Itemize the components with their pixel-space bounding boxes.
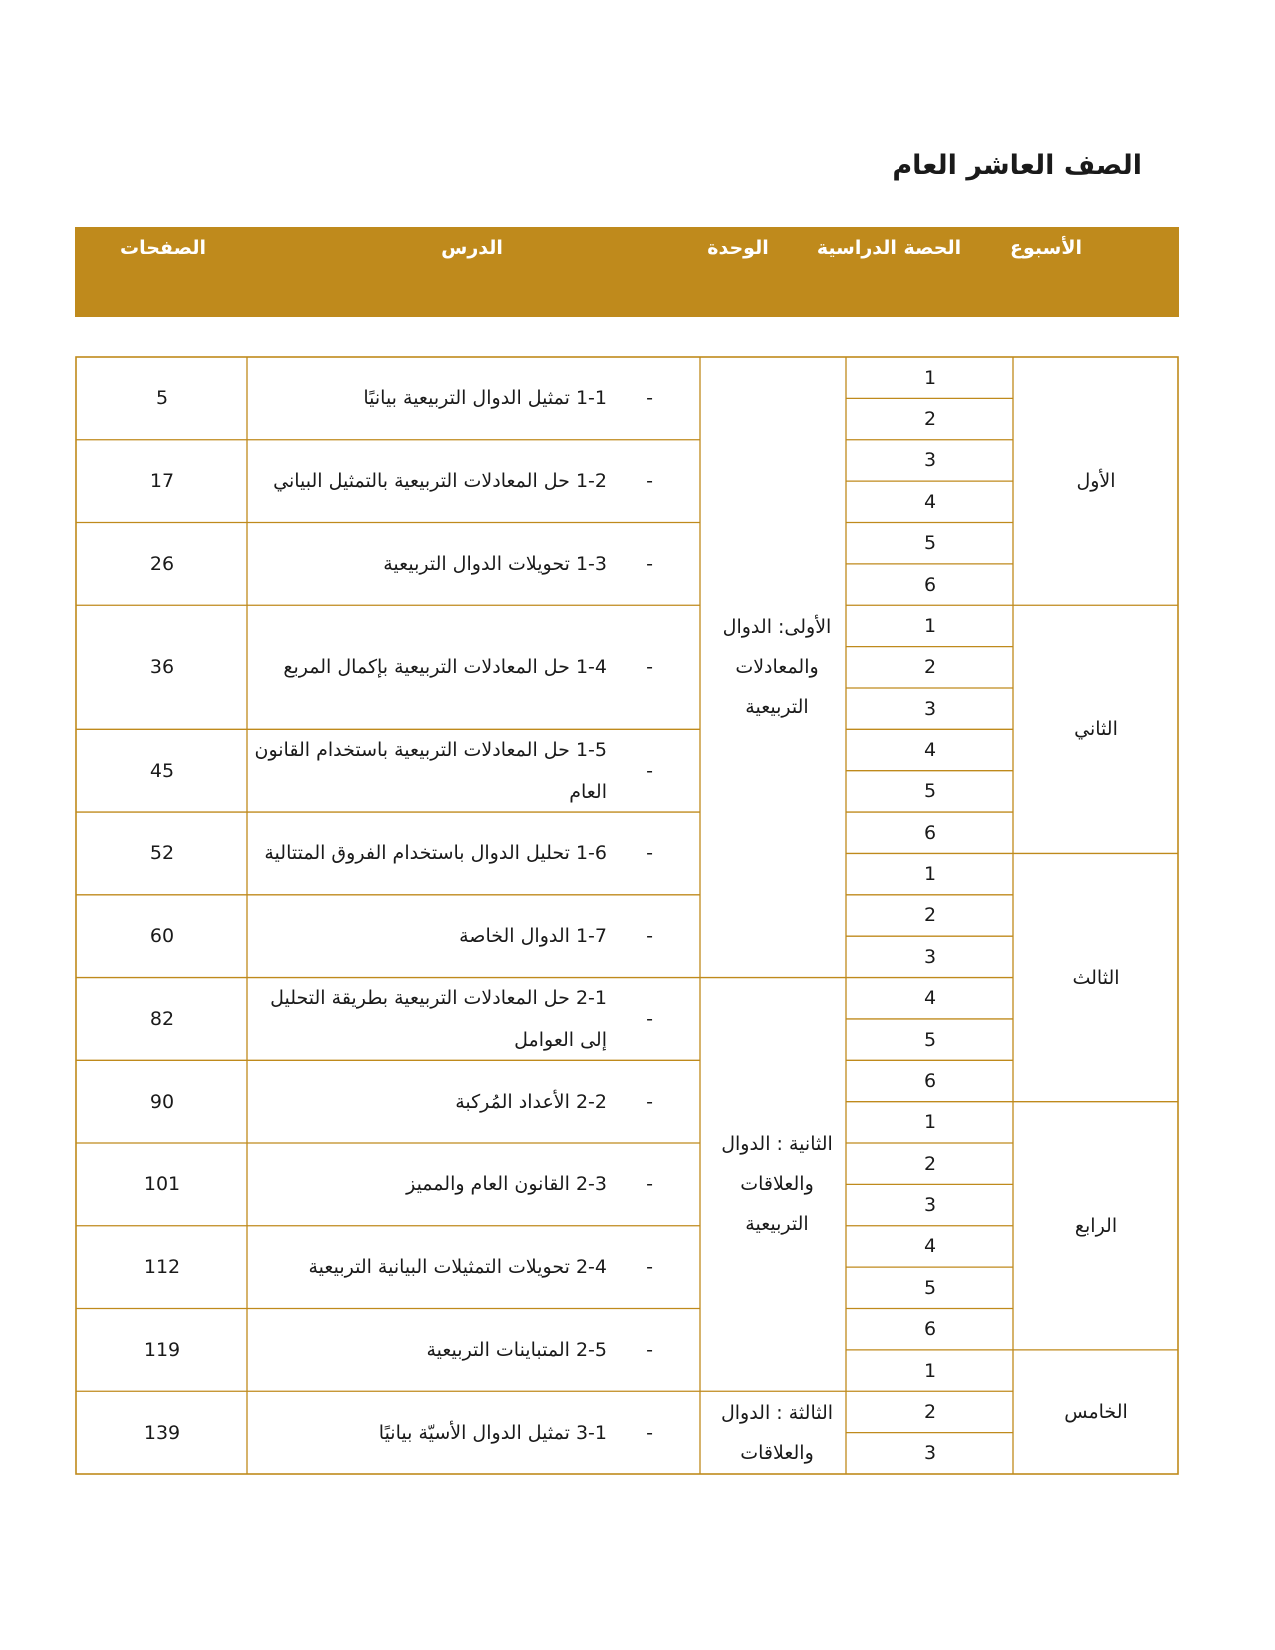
week-cell: الرابع — [1074, 1214, 1118, 1237]
session-cell: 2 — [923, 1400, 937, 1423]
lesson-title: 2-4 تحويلات التمثيلات البيانية التربيعية — [308, 1256, 607, 1279]
unit-cell — [702, 357, 852, 978]
session-cell: 5 — [923, 780, 937, 803]
session-cell: 6 — [923, 1069, 937, 1092]
lesson-cell — [252, 1226, 701, 1309]
session-cell: 5 — [923, 532, 937, 555]
lesson-bullet: - — [646, 1173, 653, 1196]
page-number-cell: 36 — [149, 656, 175, 679]
session-cell: 2 — [923, 904, 937, 927]
lesson-bullet: - — [646, 656, 653, 679]
lesson-cell — [252, 605, 701, 729]
session-cell: 1 — [923, 863, 937, 886]
page-number-cell: 5 — [155, 387, 169, 410]
page-number-cell: 52 — [149, 842, 175, 865]
unit-title-line: والمعادلات — [735, 656, 819, 679]
unit-title-line: الثانية : الدوال — [721, 1133, 833, 1156]
lesson-cell — [252, 440, 701, 523]
lesson-cell — [252, 357, 701, 440]
unit-title-line: والعلاقات — [740, 1173, 814, 1196]
lesson-title: 3-1 تمثيل الدوال الأسيّة بيانيًا — [378, 1421, 607, 1444]
header-lesson: الدرس — [441, 237, 503, 259]
session-cell: 4 — [923, 490, 937, 513]
page-number-cell: 45 — [149, 759, 175, 782]
session-cell: 3 — [923, 1442, 937, 1465]
lesson-title: 1-7 الدوال الخاصة — [459, 925, 607, 948]
lesson-bullet: - — [646, 759, 653, 782]
session-cell: 6 — [923, 1318, 937, 1341]
lesson-title: 1-3 تحويلات الدوال التربيعية — [383, 552, 607, 575]
page-number-cell: 112 — [143, 1256, 181, 1279]
page-number-cell: 119 — [143, 1338, 181, 1361]
lesson-bullet: - — [646, 842, 653, 865]
lesson-title: 2-2 الأعداد المُركبة — [455, 1090, 607, 1113]
header-pages: الصفحات — [120, 237, 206, 259]
lesson-bullet: - — [646, 1090, 653, 1113]
unit-title-line: والعلاقات — [740, 1441, 814, 1464]
lesson-cell — [252, 522, 701, 605]
session-cell: 6 — [923, 821, 937, 844]
week-cell: الخامس — [1064, 1400, 1128, 1423]
lesson-cell — [252, 1060, 701, 1143]
lesson-cell — [252, 1391, 701, 1474]
lesson-bullet: - — [646, 470, 653, 493]
week-cell: الأول — [1076, 470, 1116, 493]
page-number-cell: 17 — [149, 470, 175, 493]
session-cell: 6 — [923, 573, 937, 596]
session-cell: 1 — [923, 614, 937, 637]
lesson-title: 2-3 القانون العام والمميز — [406, 1173, 607, 1196]
session-cell: 1 — [923, 1111, 937, 1134]
page-number-cell: 101 — [143, 1173, 181, 1196]
week-cell: الثاني — [1074, 718, 1118, 741]
unit-cell — [702, 1391, 852, 1474]
session-cell: 5 — [923, 1028, 937, 1051]
unit-title-line: التربيعية — [745, 696, 809, 719]
page-number-cell: 90 — [149, 1090, 175, 1113]
session-cell: 1 — [923, 366, 937, 389]
session-cell: 1 — [923, 1359, 937, 1382]
lesson-title: 1-2 حل المعادلات التربيعية بالتمثيل البياني — [273, 470, 607, 493]
lesson-cell — [252, 978, 701, 1061]
lesson-bullet: - — [646, 552, 653, 575]
unit-title-line: التربيعية — [745, 1213, 809, 1236]
unit-title-line: الأولى: الدوال — [722, 616, 832, 639]
page-number-cell: 60 — [149, 925, 175, 948]
session-cell: 2 — [923, 656, 937, 679]
session-cell: 3 — [923, 945, 937, 968]
header-week: الأسبوع — [1010, 237, 1082, 259]
page-title: الصف العاشر العام — [892, 150, 1142, 181]
lesson-title: 2-1 حل المعادلات التربيعية بطريقة التحليل إلى العوامل — [270, 986, 607, 1051]
lesson-bullet: - — [646, 1421, 653, 1444]
lesson-title: 2-5 المتباينات التربيعية — [426, 1338, 607, 1361]
unit-title-line: الثالثة : الدوال — [720, 1401, 834, 1424]
header-session: الحصة الدراسية — [816, 237, 962, 259]
page-number-cell: 139 — [143, 1421, 181, 1444]
lesson-cell — [252, 1309, 701, 1392]
lesson-bullet: - — [646, 1338, 653, 1361]
lesson-bullet: - — [646, 925, 653, 948]
session-cell: 2 — [923, 408, 937, 431]
session-cell: 4 — [923, 987, 937, 1010]
session-cell: 4 — [923, 739, 937, 761]
lesson-cell — [252, 729, 701, 812]
lesson-bullet: - — [646, 387, 653, 410]
session-cell: 5 — [923, 1276, 937, 1299]
session-cell: 3 — [923, 697, 937, 720]
unit-cell — [702, 978, 852, 1392]
page-number-cell: 82 — [149, 1007, 175, 1030]
lesson-title: 1-1 تمثيل الدوال التربيعية بيانيًا — [363, 387, 607, 410]
page-number-cell: 26 — [149, 552, 175, 575]
lesson-cell — [252, 812, 701, 895]
session-cell: 3 — [923, 449, 937, 472]
lesson-bullet: - — [646, 1007, 653, 1030]
lesson-title: 1-6 تحليل الدوال باستخدام الفروق المتتالية — [264, 842, 607, 865]
week-cell: الثالث — [1072, 966, 1120, 989]
lesson-title: 1-5 حل المعادلات التربيعية باستخدام القانون العام — [254, 738, 607, 803]
lesson-cell — [252, 1143, 701, 1226]
session-cell: 2 — [923, 1152, 937, 1175]
session-cell: 4 — [923, 1235, 937, 1258]
header-unit: الوحدة — [707, 237, 769, 259]
lesson-title: 1-4 حل المعادلات التربيعية بإكمال المربع — [283, 656, 607, 679]
lesson-bullet: - — [646, 1256, 653, 1279]
session-cell: 3 — [923, 1194, 937, 1217]
lesson-cell — [252, 895, 701, 978]
